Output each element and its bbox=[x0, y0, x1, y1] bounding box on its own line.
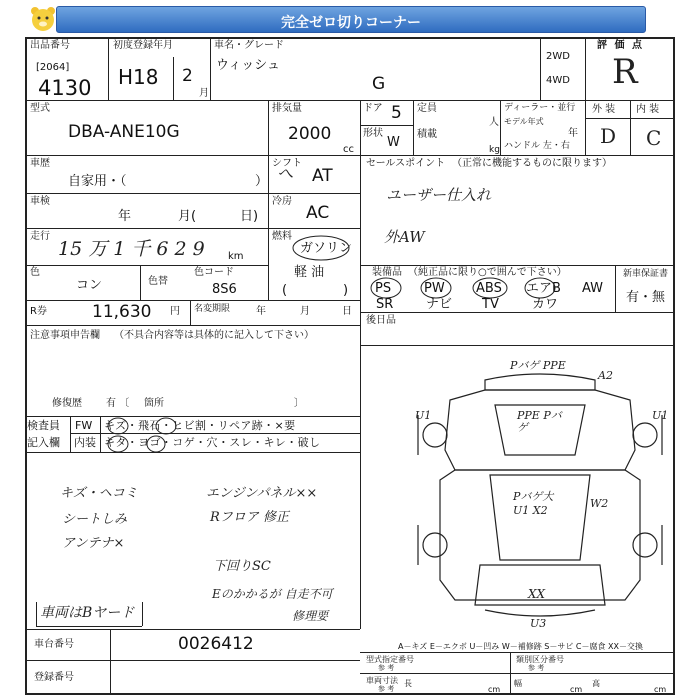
reg-month-unit: 月 bbox=[199, 88, 209, 99]
recycle-value: 11,630 bbox=[92, 302, 152, 322]
drive-2wd: 2WD bbox=[546, 51, 570, 62]
caution-hint: （不具合内容等は具体的に記入して下さい） bbox=[114, 330, 314, 341]
exterior-label: 外 装 bbox=[592, 104, 616, 115]
diag-front-a2: A2 bbox=[598, 369, 613, 382]
inspector-label: 検査員 bbox=[27, 419, 60, 432]
exterior-grade: D bbox=[600, 124, 617, 148]
model-year-unit: 年 bbox=[568, 128, 578, 139]
mileage-label: 走行 bbox=[30, 231, 50, 242]
tax-year: 年 bbox=[256, 306, 266, 317]
shift-label: シフト bbox=[272, 158, 302, 169]
fuel-diesel: 軽 油 bbox=[294, 265, 325, 280]
displacement-value: 2000 bbox=[288, 124, 332, 144]
equip-tv: TV bbox=[482, 297, 499, 312]
dealer-label: ディーラー・並行 bbox=[504, 103, 576, 113]
interior-label: 内 装 bbox=[636, 104, 660, 115]
color-change-label: 色替 bbox=[148, 276, 168, 287]
check-interior: 内装 bbox=[74, 436, 96, 449]
equip-abs: ABS bbox=[476, 281, 502, 296]
mileage-value: 15 万 1 千 6 2 9 bbox=[58, 238, 205, 260]
reg-month: 2 bbox=[182, 66, 193, 86]
history-label: 車歴 bbox=[30, 158, 50, 169]
recycle-label: R券 bbox=[30, 306, 47, 317]
equip-airbag: エアB bbox=[526, 281, 561, 296]
class-label: 類別区分番号 bbox=[516, 655, 564, 664]
capacity-unit: 人 bbox=[489, 117, 499, 128]
car-name: ウィッシュ bbox=[216, 58, 280, 73]
first-reg-label: 初度登録年月 bbox=[113, 40, 173, 51]
diag-roof: Pバゲ大 U1 X2 bbox=[513, 490, 554, 517]
memo-repair-needed: 修理要 bbox=[292, 609, 329, 623]
legend-text: A－キズ E－エクボ U－凹み W－補修跡 S－サビ C－腐食 XX－交換 bbox=[398, 642, 644, 651]
warranty-value: 有・無 bbox=[626, 290, 666, 305]
equip-pw: PW bbox=[424, 281, 445, 296]
era-year: H18 bbox=[118, 65, 159, 89]
recycle-unit: 円 bbox=[170, 306, 180, 317]
lot-number: 4130 bbox=[38, 76, 92, 100]
diag-right-u1: U1 bbox=[652, 409, 669, 422]
mileage-unit: km bbox=[228, 251, 244, 262]
shape-value: W bbox=[387, 135, 400, 150]
tax-label: 名変期限 bbox=[194, 304, 231, 314]
lot-label: 出品番号 bbox=[30, 40, 70, 51]
check-row1: キズ・飛石・ヒビ割・リペア跡・×要 bbox=[104, 419, 296, 432]
memo-engine-status: Eのかかるが 自走不可 bbox=[212, 587, 333, 601]
load-label: 積載 bbox=[417, 129, 437, 140]
score-value: R bbox=[612, 52, 638, 92]
equip-navi: ナビ bbox=[426, 297, 453, 312]
equipment-hint: （純正品に限り○で囲んで下さい） bbox=[408, 267, 567, 278]
sales-hint: （正常に機能するものに限ります） bbox=[452, 158, 612, 169]
shape-label: 形状 bbox=[363, 128, 383, 139]
car-name-label: 車名・グレード bbox=[214, 40, 284, 51]
color-label: 色 bbox=[30, 267, 40, 278]
diag-rear-u3: U3 bbox=[530, 617, 547, 630]
size-width-unit: cm bbox=[570, 685, 583, 694]
fuel-circle-mark bbox=[290, 234, 352, 262]
check-marks bbox=[104, 412, 224, 456]
bear-mascot-left-icon bbox=[28, 5, 58, 33]
grade: G bbox=[372, 74, 386, 94]
sales-user-purchase: ユーザー仕入れ bbox=[386, 186, 492, 204]
size-length-unit: cm bbox=[488, 685, 501, 694]
memo-antenna: アンテナ× bbox=[62, 536, 125, 551]
doors-label: ドア bbox=[363, 103, 383, 114]
equipment-label: 装備品 bbox=[372, 267, 402, 278]
history-value: 自家用・（ bbox=[68, 174, 127, 189]
registration-label: 登録番号 bbox=[34, 672, 74, 683]
inspection-year: 年 bbox=[118, 209, 132, 224]
diag-left-u1: U1 bbox=[415, 409, 432, 422]
check-row2: キタ・ヨゴ・コゲ・穴・スレ・キレ・破し bbox=[104, 436, 321, 449]
history-close: ） bbox=[255, 174, 269, 189]
model-value: DBA-ANE10G bbox=[68, 122, 180, 142]
memo-seat-stain: シートしみ bbox=[62, 512, 128, 527]
color-code-value: 8S6 bbox=[212, 282, 237, 297]
equip-leather: カワ bbox=[532, 297, 559, 312]
caution-label: 注意事項申告欄 bbox=[30, 330, 100, 341]
size-height-unit: cm bbox=[654, 685, 667, 694]
memo-undercarriage: 下回りSC bbox=[213, 559, 271, 574]
class-ref: 参 考 bbox=[528, 664, 545, 672]
certified-label: 型式指定番号 bbox=[366, 655, 414, 664]
inspection-month: 月( bbox=[178, 209, 197, 224]
sales-label: セールスポイント bbox=[366, 158, 446, 169]
vehicle-size-label: 車両寸法 bbox=[366, 676, 398, 685]
memo-yard: 車両はBヤード bbox=[40, 605, 135, 621]
doors-value: 5 bbox=[391, 103, 402, 123]
inspection-label: 車検 bbox=[30, 196, 50, 207]
color-value: コン bbox=[76, 278, 103, 293]
model-label: 型式 bbox=[30, 103, 50, 114]
diag-hood: PPE Pバゲ bbox=[517, 409, 562, 434]
diag-rear-xx: XX bbox=[528, 587, 546, 601]
drive-4wd: 4WD bbox=[546, 75, 570, 86]
banner-title: 完全ゼロ切りコーナー bbox=[281, 15, 421, 31]
chassis-value: 0026412 bbox=[178, 634, 254, 654]
size-width: 幅 bbox=[514, 679, 522, 688]
tax-month: 月 bbox=[300, 306, 310, 317]
check-fw: FW bbox=[75, 419, 93, 432]
diag-right-w2: W2 bbox=[590, 497, 609, 510]
tax-day: 日 bbox=[342, 306, 352, 317]
shift-value: AT bbox=[312, 166, 333, 186]
score-label: 評 価 点 bbox=[597, 40, 644, 51]
sales-alloy-wheel: 外AW bbox=[384, 228, 425, 246]
ac-value: AC bbox=[306, 203, 330, 223]
size-height: 高 bbox=[592, 679, 600, 688]
model-year-label: モデル年式 bbox=[504, 117, 544, 126]
load-unit: kg bbox=[489, 145, 500, 155]
lot-small: [2064] bbox=[36, 62, 70, 73]
displacement-unit: cc bbox=[343, 144, 354, 155]
equip-aw: AW bbox=[582, 281, 604, 296]
ac-label: 冷房 bbox=[272, 196, 292, 207]
memo-floor-repair: Rフロア 修正 bbox=[210, 510, 289, 525]
fuel-label: 燃料 bbox=[272, 231, 292, 242]
displacement-label: 排気量 bbox=[272, 103, 302, 114]
warranty-label: 新車保証書 bbox=[623, 269, 669, 279]
interior-grade: C bbox=[646, 126, 662, 150]
size-length: 長 bbox=[404, 679, 412, 688]
memo-engine-panel: エンジンパネル×× bbox=[206, 486, 318, 501]
corner-banner bbox=[56, 6, 646, 33]
repair-place: 箇所 bbox=[144, 398, 164, 409]
equipment-circles bbox=[368, 276, 558, 300]
record-label: 記入欄 bbox=[27, 436, 60, 449]
inspection-day: 日) bbox=[240, 209, 259, 224]
capacity-label: 定員 bbox=[417, 103, 437, 114]
equip-ps: PS bbox=[375, 281, 392, 296]
certified-ref: 参 考 bbox=[378, 664, 395, 672]
memo-scratch-dent: キズ・ヘコミ bbox=[60, 486, 138, 501]
color-code-label: 色コード bbox=[194, 267, 234, 278]
repair-label: 修復歴 bbox=[52, 398, 82, 409]
equip-sr: SR bbox=[376, 297, 394, 312]
fuel-gasoline: ガソリン bbox=[300, 241, 353, 256]
later-label: 後日品 bbox=[366, 315, 396, 326]
repair-close: 〕 bbox=[294, 398, 304, 409]
handle-label: ハンドル 左・右 bbox=[504, 141, 570, 151]
diag-front-bumper: Pバゲ PPE bbox=[510, 359, 566, 372]
vehicle-size-ref: 参 考 bbox=[378, 685, 395, 693]
chassis-label: 車台番号 bbox=[34, 639, 74, 650]
repair-value: 有 〔 bbox=[106, 398, 130, 409]
